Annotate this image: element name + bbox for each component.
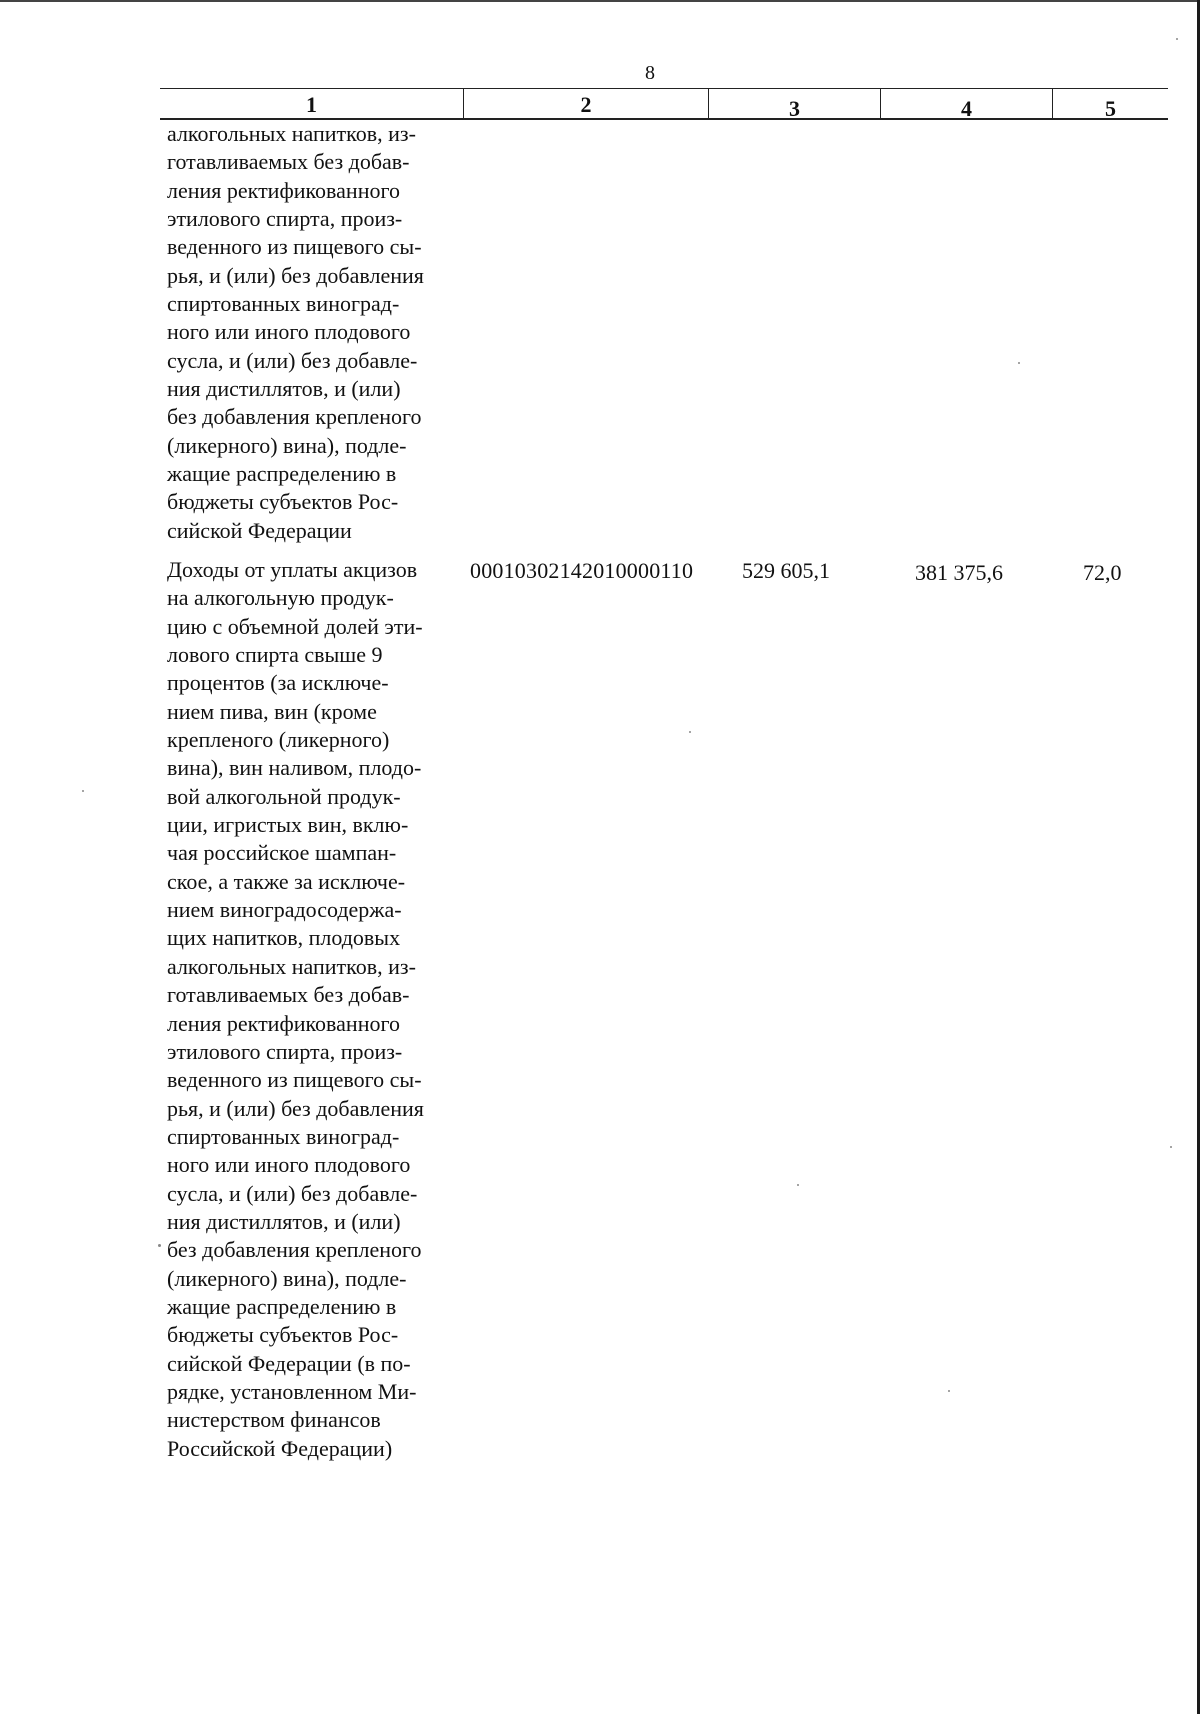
description-line: сусла, и (или) без добавле- bbox=[167, 347, 418, 373]
description-line: ния дистиллятов, и (или) bbox=[167, 376, 401, 402]
scan-speck bbox=[689, 731, 691, 733]
description-line: вина), вин наливом, плодо- bbox=[167, 755, 422, 781]
table-row-2-code: 00010302142010000110 bbox=[470, 558, 694, 583]
table-header-col-3: 3 bbox=[789, 96, 800, 121]
description-line: веденного из пищевого сы- bbox=[167, 1067, 422, 1093]
description-line: (ликерного) вина), подле- bbox=[167, 432, 407, 458]
description-line: спиртованных виноград- bbox=[167, 291, 400, 317]
description-line: ного или иного плодового bbox=[167, 319, 411, 345]
description-line: сусла, и (или) без добавле- bbox=[167, 1180, 418, 1206]
description-line: цию с объемной долей эти- bbox=[167, 613, 423, 639]
description-line: готавливаемых без добав- bbox=[167, 149, 410, 175]
scan-edge-top bbox=[0, 0, 1200, 2]
description-line: нием виноградосодержа- bbox=[167, 897, 402, 923]
description-line: на алкогольную продук- bbox=[167, 585, 394, 611]
description-line: чая российское шампан- bbox=[167, 840, 397, 866]
table-header-col-4: 4 bbox=[961, 96, 972, 121]
scan-speck bbox=[1018, 362, 1020, 364]
description-line: Российской Федерации) bbox=[167, 1435, 393, 1461]
description-line: (ликерного) вина), подле- bbox=[167, 1265, 407, 1291]
description-line: сийской Федерации bbox=[167, 517, 352, 543]
table-header-col-1: 1 bbox=[306, 92, 317, 117]
table-row-2-value-5: 72,0 bbox=[1083, 560, 1122, 585]
description-line: без добавления крепленого bbox=[167, 404, 422, 430]
description-line: алкогольных напитков, из- bbox=[167, 121, 416, 146]
description-line: процентов (за исключе- bbox=[167, 670, 389, 696]
description-line: жащие распределению в bbox=[167, 461, 397, 487]
description-line: нием пива, вин (кроме bbox=[167, 698, 377, 724]
description-line: рья, и (или) без добавления bbox=[167, 1095, 424, 1121]
description-line: крепленого (ликерного) bbox=[167, 727, 390, 753]
description-line: жащие распределению в bbox=[167, 1293, 397, 1319]
table-row-2-value-4: 381 375,6 bbox=[915, 560, 1003, 585]
scan-speck bbox=[797, 1184, 799, 1186]
table-row-2-value-3: 529 605,1 bbox=[742, 558, 830, 583]
description-line: без добавления крепленого bbox=[167, 1237, 422, 1263]
description-line: вой алкогольной продук- bbox=[167, 783, 401, 809]
description-line: бюджеты субъектов Рос- bbox=[167, 489, 399, 515]
table-header-top-rule bbox=[160, 88, 1168, 89]
description-line: спиртованных виноград- bbox=[167, 1123, 400, 1149]
table-row-1-description bbox=[167, 120, 449, 545]
description-line: веденного из пищевого сы- bbox=[167, 234, 422, 260]
description-line: рья, и (или) без добавления bbox=[167, 262, 424, 288]
description-line: ции, игристых вин, вклю- bbox=[167, 812, 409, 838]
page-number: 8 bbox=[645, 62, 655, 84]
description-line: бюджеты субъектов Рос- bbox=[167, 1322, 399, 1348]
description-line: ного или иного плодового bbox=[167, 1152, 411, 1178]
description-line: сийской Федерации (в по- bbox=[167, 1350, 411, 1376]
scan-speck bbox=[158, 1244, 161, 1247]
description-line: алкогольных напитков, из- bbox=[167, 953, 416, 979]
description-line: лового спирта свыше 9 bbox=[167, 642, 383, 668]
description-line: этилового спирта, произ- bbox=[167, 1038, 403, 1064]
table-row-2-description bbox=[167, 556, 449, 1463]
table-header-col-5: 5 bbox=[1105, 96, 1116, 121]
description-line: готавливаемых без добав- bbox=[167, 982, 410, 1008]
description-line: щих напитков, плодовых bbox=[167, 925, 401, 951]
scan-speck bbox=[1176, 38, 1178, 40]
scan-speck bbox=[948, 1390, 950, 1392]
description-line: рядке, установленном Ми- bbox=[167, 1378, 417, 1404]
scan-speck bbox=[1170, 1146, 1172, 1148]
description-line: ления ректификованного bbox=[167, 177, 400, 203]
table-header-col-2: 2 bbox=[580, 92, 592, 117]
scan-speck bbox=[82, 790, 84, 792]
description-line: ское, а также за исключе- bbox=[167, 868, 406, 894]
description-line: нистерством финансов bbox=[167, 1407, 381, 1433]
description-line: ния дистиллятов, и (или) bbox=[167, 1208, 401, 1234]
description-line: ления ректификованного bbox=[167, 1010, 400, 1036]
description-line: этилового спирта, произ- bbox=[167, 206, 403, 232]
description-line: Доходы от уплаты акцизов bbox=[167, 557, 418, 582]
